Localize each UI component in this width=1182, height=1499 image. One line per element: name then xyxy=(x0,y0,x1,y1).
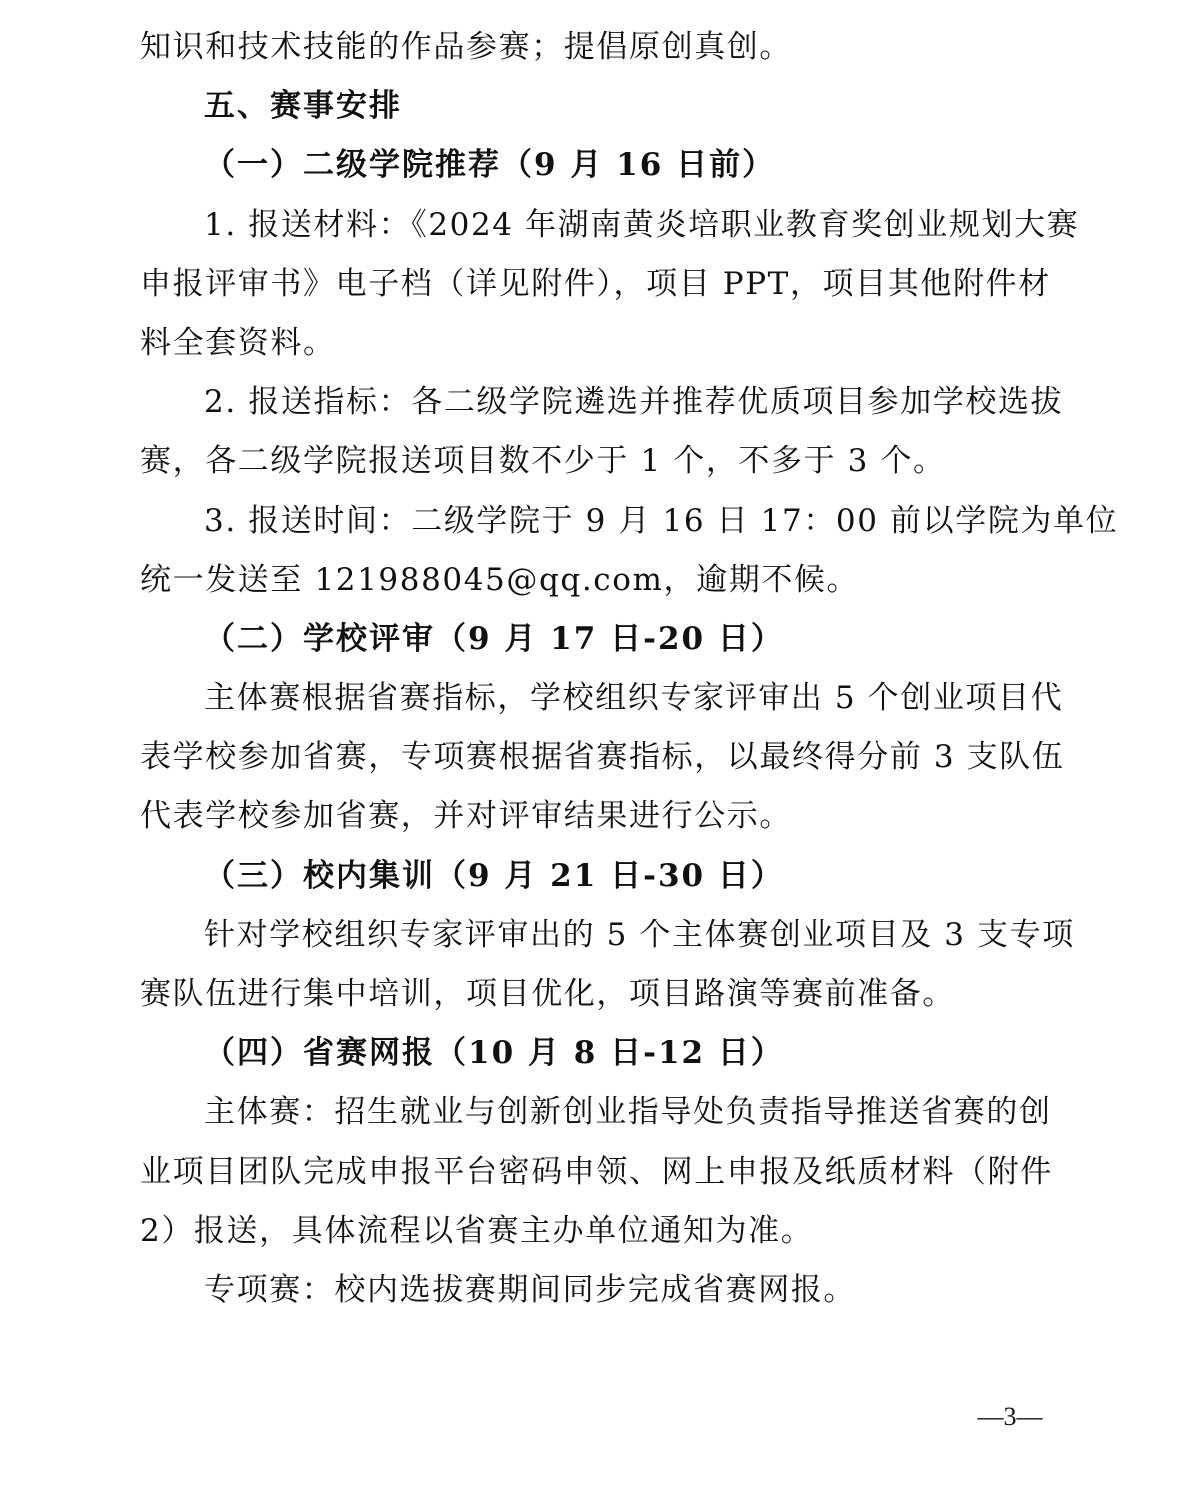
paragraph-line: 赛队伍进行集中培训，项目优化，项目路演等赛前准备。 xyxy=(140,976,955,1012)
paragraph-line: 2）报送，具体流程以省赛主办单位通知为准。 xyxy=(140,1212,814,1249)
paragraph-line: 主体赛：招生就业与创新创业指导处负责指导推送省赛的创 xyxy=(204,1094,1052,1131)
paragraph-line: 表学校参加省赛，专项赛根据省赛指标，以最终得分前 3 支队伍 xyxy=(140,739,1065,776)
subsection-heading: （三）校内集训（9 月 21 日-30 日） xyxy=(204,857,784,894)
paragraph-line: 代表学校参加省赛，并对评审结果进行公示。 xyxy=(140,798,792,835)
paragraph-line: 料全套资料。 xyxy=(140,324,336,361)
paragraph-line: 申报评审书》电子档（详见附件），项目 PPT，项目其他附件材 xyxy=(140,265,1051,302)
paragraph-line: 赛，各二级学院报送项目数不少于 1 个，不多于 3 个。 xyxy=(140,443,946,480)
paragraph-line: 主体赛根据省赛指标，学校组织专家评审出 5 个创业项目代 xyxy=(204,680,1064,717)
page-number: —3— xyxy=(977,1402,1043,1431)
subsection-heading: （一）二级学院推荐（9 月 16 日前） xyxy=(204,147,776,184)
document-body xyxy=(140,18,1119,1320)
paragraph-line: 统一发送至 121988045@qq.com，逾期不候。 xyxy=(140,561,860,598)
paragraph-line: 针对学校组织专家评审出的 5 个主体赛创业项目及 3 支专项 xyxy=(204,916,1075,953)
paragraph-line: 专项赛：校内选拔赛期间同步完成省赛网报。 xyxy=(204,1271,856,1308)
paragraph-line: 3. 报送时间：二级学院于 9 月 16 日 17：00 前以学院为单位 xyxy=(204,502,1119,539)
paragraph-line: 业项目团队完成申报平台密码申领、网上申报及纸质材料（附件 xyxy=(140,1153,1053,1190)
section-heading: 五、赛事安排 xyxy=(204,88,402,125)
subsection-heading: （四）省赛网报（10 月 8 日-12 日） xyxy=(204,1035,784,1072)
paragraph-line: 知识和技术技能的作品参赛；提倡原创真创。 xyxy=(140,29,792,65)
subsection-heading: （二）学校评审（9 月 17 日-20 日） xyxy=(204,620,784,657)
paragraph-line: 2. 报送指标：各二级学院遴选并推荐优质项目参加学校选拔 xyxy=(204,384,1064,421)
paragraph-line: 1. 报送材料：《2024 年湖南黄炎培职业教育奖创业规划大赛 xyxy=(204,206,1080,243)
